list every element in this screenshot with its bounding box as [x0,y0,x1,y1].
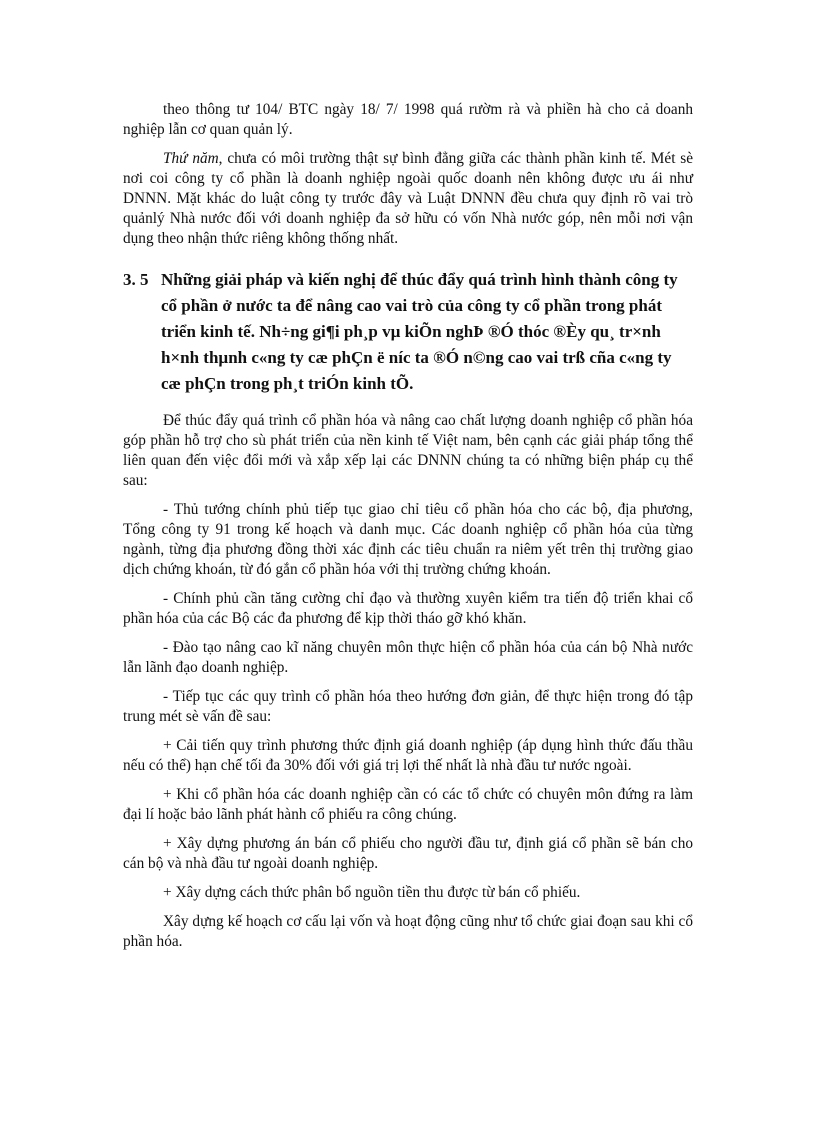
section-heading [123,267,693,397]
list-item: - Chính phủ cần tăng cường chỉ đạo và thường xuyên kiểm tra tiến độ triển khai cổ phần hóa của các Bộ các đa phương để kịp thời tháo gỡ khó khăn. [123,590,693,627]
sub-list-item: + Cải tiến quy trình phương thức định giá doanh nghiệp (áp dụng hình thức đấu thầu nếu có thể) hạn chế tối đa 30% đối với giá trị lợi thế nhất là nhà đầu tư nước ngoài. [123,737,693,774]
page-content [123,100,693,952]
emphasis-text: Thứ năm [163,150,219,167]
sub-list-item: + Xây dựng phương án bán cổ phiếu cho người đầu tư, định giá cổ phần sẽ bán cho cán bộ và nhà đầu tư ngoài doanh nghiệp. [123,835,693,872]
list-item: - Đào tạo nâng cao kĩ năng chuyên môn thực hiện cổ phần hóa của cán bộ Nhà nước lẫn lãnh đạo doanh nghiệp. [123,639,693,676]
intro-paragraph: Để thúc đẩy quá trình cổ phần hóa và nâng cao chất lượng doanh nghiệp cổ phần hóa góp phần hỗ trợ cho sù phát triển của nền kinh tế Việt nam, bên cạnh các giải pháp tổng thể liên quan đến việc đổi mới và xắp xếp lại các DNNN chúng ta có những biện pháp cụ thể sau: [123,412,693,489]
sub-list-item: + Khi cổ phần hóa các doanh nghiệp cần có các tổ chức có chuyên môn đứng ra làm đại lí hoặc bảo lãnh phát hành cổ phiếu ra công chúng. [123,786,693,823]
closing-paragraph: Xây dựng kế hoạch cơ cấu lại vốn và hoạt động cũng như tổ chức giai đoạn sau khi cổ phần hóa. [123,913,693,950]
section-title: Những giải pháp và kiến nghị để thúc đẩy quá trình hình thành công ty cổ phần ở nước ta để nâng cao vai trò của công ty cổ phần trong phát triển kinh tế. Nh÷ng gi¶i ph¸p vµ kiÕn nghÞ ®Ó thóc ®Èy qu¸ tr×nh h×nh thµnh c«ng ty cæ phÇn ë níc ta ®Ó n©ng cao vai trß cña c«ng ty cæ phÇn trong ph¸t triÓn kinh tÕ. [161,270,678,393]
list-item: - Tiếp tục các quy trình cổ phần hóa theo hướng đơn giản, để thực hiện trong đó tập trung mét sè vấn đề sau: [123,688,693,725]
sub-list-item: + Xây dựng cách thức phân bổ nguồn tiền thu được từ bán cổ phiếu. [163,884,581,901]
list-item: - Thủ tướng chính phủ tiếp tục giao chỉ tiêu cổ phần hóa cho các bộ, địa phương, Tổng công ty 91 trong kế hoạch và danh mục. Các doanh nghiệp cổ phần hóa của từng ngành, từng địa phương đồng thời xác định các tiêu chuẩn ra niêm yết trên thị trường giao dịch chứng khoán, từ đó gắn cổ phần hóa với thị trường chứng khoán. [123,501,693,578]
paragraph-thu-nam [123,149,693,249]
paragraph-continuation: theo thông tư 104/ BTC ngày 18/ 7/ 1998 quá rườm rà và phiền hà cho cả doanh nghiệp lẫn cơ quan quản lý. [123,101,693,138]
paragraph-text: , chưa có môi trường thật sự bình đẳng giữa các thành phần kinh tế. Mét sè nơi coi công ty cổ phần là doanh nghiệp ngoài quốc doanh nên không được ưu ái như DNNN. Mặt khác do luật công ty trước đây và Luật DNNN đều chưa quy định rõ vai trò quảnlý Nhà nước đối với doanh nghiệp đa sở hữu có vốn Nhà nước góp, nên mỗi nơi vận dụng theo nhận thức riêng không thống nhất. [123,150,694,247]
section-number: 3. 5 [123,270,149,289]
